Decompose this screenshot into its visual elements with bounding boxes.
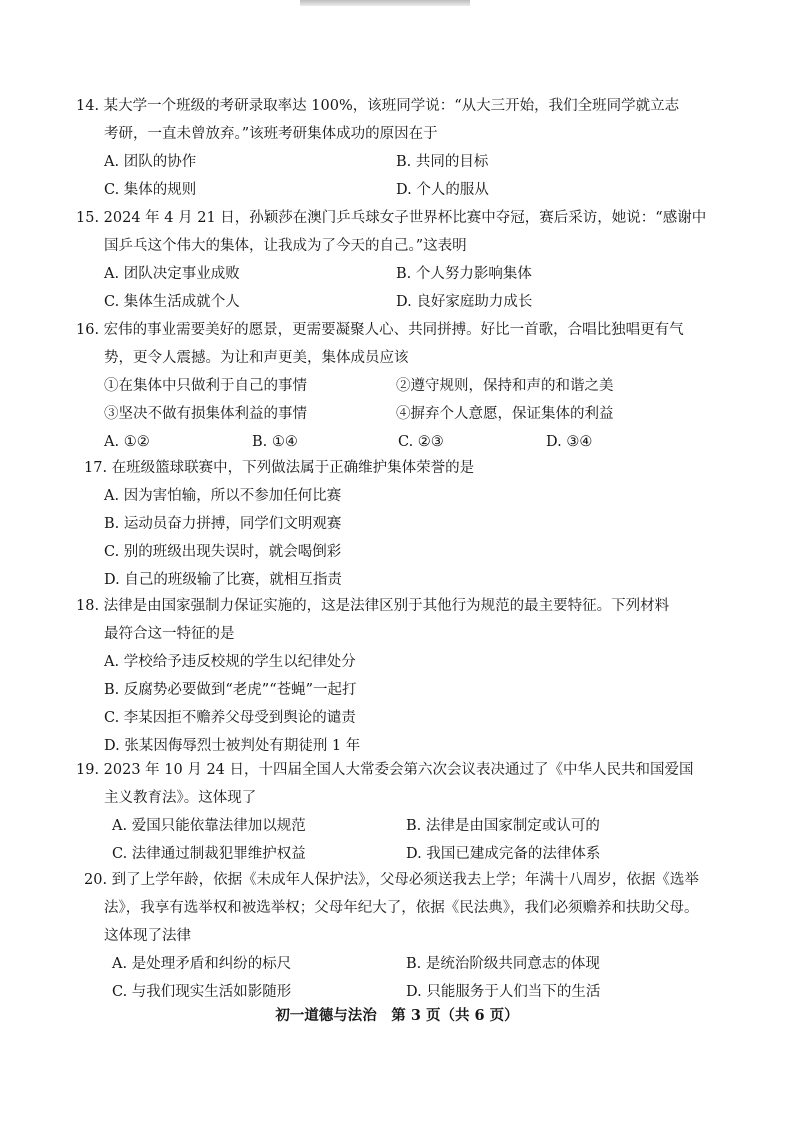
- question-17: [84, 454, 716, 594]
- option-d: D. 张某因侮辱烈士被判处有期徒刑 1 年: [104, 738, 361, 754]
- question-18: [76, 592, 716, 760]
- option-a: A. 团队的协作: [104, 154, 197, 170]
- question-19: [76, 756, 716, 868]
- question-16: [76, 316, 716, 456]
- option-a: A. 学校给予违反校规的学生以纪律处分: [104, 654, 356, 670]
- option-a: A. 团队决定事业成败: [104, 266, 240, 282]
- option-a: A. 爱国只能依靠法律加以规范: [112, 818, 306, 834]
- question-stem-continued: 考研，一直未曾放弃。”该班考研集体成功的原因在于: [104, 126, 438, 142]
- question-stem: 16. 宏伟的事业需要美好的愿景，更需要凝聚人心、共同拼搏。好比一首歌，合唱比独唱更有气: [76, 322, 684, 338]
- option-b: B. 是统治阶级共同意志的体现: [406, 956, 600, 972]
- question-stem: 18. 法律是由国家强制力保证实施的，这是法律区别于其他行为规范的最主要特征。下列材料: [76, 598, 670, 614]
- option-b: B. 共同的目标: [396, 154, 489, 170]
- option-c: C. 法律通过制裁犯罪维护权益: [112, 846, 306, 862]
- statement-3: ③坚决不做有损集体利益的事情: [104, 406, 307, 422]
- option-a: A. ①②: [104, 434, 150, 450]
- option-b: B. 运动员奋力拼搏，同学们文明观赛: [104, 516, 342, 532]
- scan-top-mark: [300, 0, 470, 6]
- option-c: C. 别的班级出现失误时，就会喝倒彩: [104, 544, 342, 560]
- option-b: B. 反腐势必要做到“老虎”“苍蝇”一起打: [104, 682, 357, 698]
- question-stem-continued: 法》，我享有选举权和被选举权；父母年纪大了，依据《民法典》，我们必须赡养和扶助父母。: [104, 900, 699, 916]
- option-d: D. ③④: [546, 434, 593, 450]
- option-d: D. 只能服务于人们当下的生活: [406, 984, 601, 1000]
- question-14: [76, 92, 716, 204]
- option-b: B. ①④: [252, 434, 298, 450]
- option-d: D. 良好家庭助力成长: [396, 294, 533, 310]
- question-stem-continued: 国乒乓这个伟大的集体，让我成为了今天的自己。”这表明: [104, 238, 467, 254]
- question-stem: 15. 2024 年 4 月 21 日，孙颖莎在澳门乒乓球女子世界杯比赛中夺冠，赛后采访，她说：“感谢中: [76, 210, 707, 226]
- statement-1: ①在集体中只做利于自己的事情: [104, 378, 307, 394]
- question-stem-continued: 主义教育法》。这体现了: [104, 790, 257, 806]
- option-d: D. 我国已建成完备的法律体系: [406, 846, 601, 862]
- question-stem: 14. 某大学一个班级的考研录取率达 100%，该班同学说：“从大三开始，我们全班同学就立志: [76, 98, 680, 114]
- option-a: A. 因为害怕输，所以不参加任何比赛: [104, 488, 342, 504]
- question-15: [76, 204, 716, 316]
- question-stem: 19. 2023 年 10 月 24 日，十四届全国人大常委会第六次会议表决通过了《中华人民共和国爱国: [76, 762, 694, 778]
- page-footer: 初一道德与法治 第 3 页（共 6 页）: [275, 1007, 519, 1024]
- option-b: B. 个人努力影响集体: [396, 266, 532, 282]
- question-20: [84, 866, 720, 1006]
- option-a: A. 是处理矛盾和纠纷的标尺: [112, 956, 292, 972]
- option-c: C. 与我们现实生活如影随形: [112, 984, 292, 1000]
- option-c: C. 集体生活成就个人: [104, 294, 240, 310]
- option-d: D. 个人的服从: [396, 182, 489, 198]
- question-stem-continued: 这体现了法律: [104, 928, 191, 944]
- option-c: C. 集体的规则: [104, 182, 197, 198]
- option-c: C. 李某因拒不赡养父母受到舆论的谴责: [104, 710, 356, 726]
- option-d: D. 自己的班级输了比赛，就相互指责: [104, 572, 342, 588]
- statement-2: ②遵守规则，保持和声的和谐之美: [396, 378, 614, 394]
- question-stem: 20. 到了上学年龄，依据《未成年人保护法》，父母必须送我去上学；年满十八周岁，依据《选举: [84, 872, 699, 888]
- question-stem: 17. 在班级篮球联赛中，下列做法属于正确维护集体荣誉的是: [84, 460, 475, 476]
- option-c: C. ②③: [398, 434, 444, 450]
- statement-4: ④摒弃个人意愿，保证集体的利益: [396, 406, 614, 422]
- option-b: B. 法律是由国家制定或认可的: [406, 818, 600, 834]
- question-stem-continued: 最符合这一特征的是: [104, 626, 235, 642]
- question-stem-continued: 势，更令人震撼。为让和声更美，集体成员应该: [104, 350, 409, 366]
